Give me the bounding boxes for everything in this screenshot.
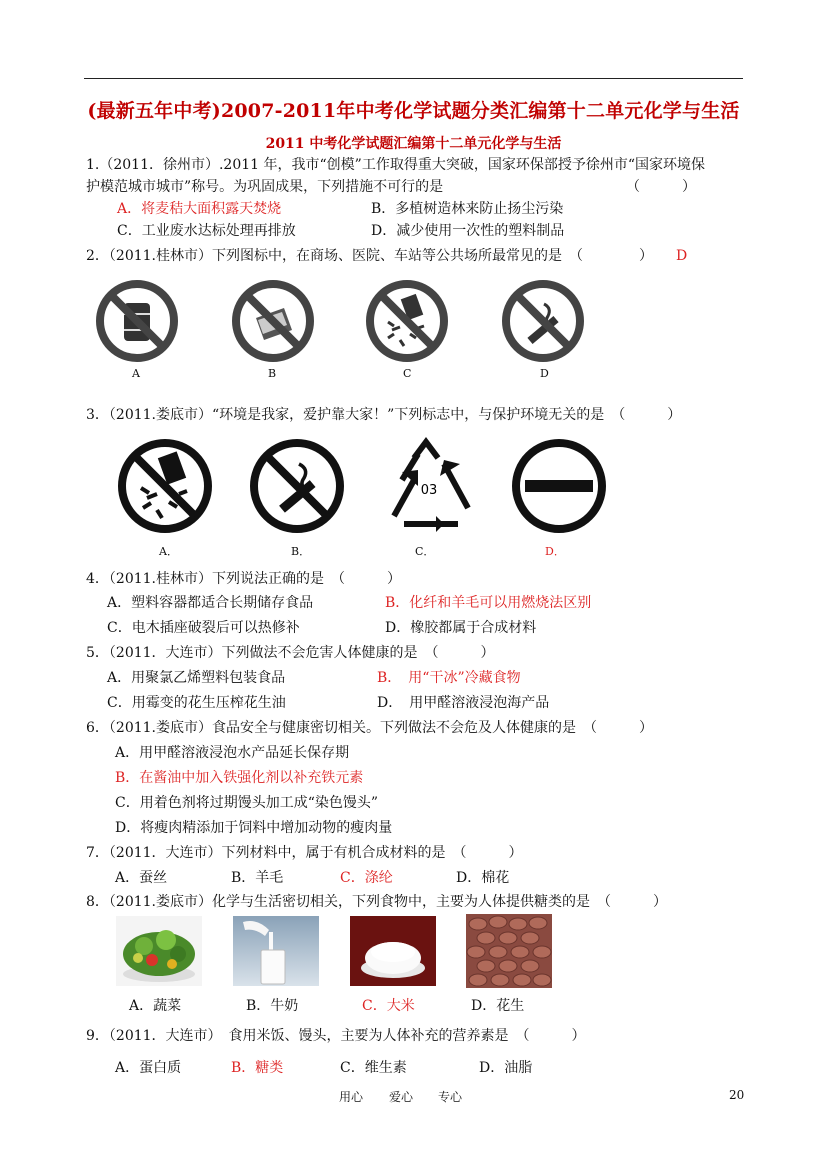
header-rule: [84, 78, 743, 79]
no-smoking-sign-icon: [500, 278, 586, 364]
q5-stem: 5．（2011．大连市）下列做法不会危害人体健康的是 （ ）: [86, 645, 495, 661]
q5-option-a: A．用聚氯乙烯塑料包装食品: [107, 670, 286, 686]
q6-stem: 6．（2011.娄底市）食品安全与健康密切相关。下列做法不会危及人体健康的是 （ ）: [86, 720, 653, 736]
no-oil-barrel-sign-icon: [94, 278, 180, 364]
page-number: 20: [729, 1088, 745, 1102]
no-firecrackers-sign-icon: [364, 278, 450, 364]
q2-label-b: B: [268, 367, 277, 380]
q9-stem: 9．（2011．大连市） 食用米饭、馒头，主要为人体补充的营养素是 （ ）: [86, 1028, 586, 1044]
q7-option-b: B．羊毛: [231, 870, 284, 886]
q5-option-b: B． 用“干冰”冷藏食物: [377, 670, 521, 686]
q8-option-c: C．大米: [362, 998, 415, 1014]
q9-option-b: B．糖类: [231, 1060, 284, 1076]
q7-stem: 7．（2011．大连市）下列材料中，属于有机合成材料的是 （ ）: [86, 845, 523, 861]
q6-option-a: A．用甲醛溶液浸泡水产品延长保存期: [115, 745, 350, 761]
q5-option-d: D． 用甲醛溶液浸泡海产品: [377, 695, 550, 711]
milk-photo: [233, 916, 319, 986]
no-matches-sign-icon: [230, 278, 316, 364]
q2-label-d: D: [540, 367, 549, 380]
q8-option-b: B．牛奶: [246, 998, 299, 1014]
q3-label-a: A．: [159, 545, 178, 558]
no-smoking-sign-icon: [247, 436, 347, 536]
q1-line1: 1.（2011．徐州市）.2011 年，我市“创模”工作取得重大突破，国家环保部授予徐州市“国家环境保: [86, 157, 705, 173]
footer-motto-2: 爱心: [389, 1090, 414, 1104]
q2-label-a: A: [132, 367, 140, 380]
q1-option-d: D．减少使用一次性的塑料制品: [371, 223, 565, 239]
q1-line2: 护模范城市城市”称号。为巩固成果，下列措施不可行的是: [86, 179, 444, 195]
q4-stem: 4．（2011.桂林市）下列说法正确的是 （ ）: [86, 571, 401, 587]
no-firecrackers-sign-icon: [115, 436, 215, 536]
q4-option-c: C．电木插座破裂后可以热修补: [107, 620, 300, 636]
q1-option-b: B．多植树造林来防止扬尘污染: [371, 201, 564, 217]
document-title: (最新五年中考)2007-2011年中考化学试题分类汇编第十二单元化学与生活: [87, 100, 740, 122]
q8-stem: 8．（2011.娄底市）化学与生活密切相关，下列食物中，主要为人体提供糖类的是 （ ）: [86, 894, 667, 910]
q2-answer: D: [676, 248, 688, 264]
no-entry-sign-icon: [509, 436, 609, 536]
q1-answer-paren: （ ）: [626, 179, 696, 195]
q7-option-a: A．蚕丝: [115, 870, 168, 886]
footer-motto-1: 用心: [339, 1090, 364, 1104]
q1-option-c: C．工业废水达标处理再排放: [117, 223, 296, 239]
q9-option-a: A．蛋白质: [115, 1060, 182, 1076]
q3-label-c: C．: [415, 545, 435, 558]
q4-option-a: A．塑料容器都适合长期储存食品: [107, 595, 314, 611]
q6-option-b: B．在酱油中加入铁强化剂以补充铁元素: [115, 770, 364, 786]
recycle-code: 03: [420, 483, 438, 498]
q8-option-d: D．花生: [471, 998, 525, 1014]
q2-label-c: C: [403, 367, 412, 380]
q7-option-c: C．涤纶: [340, 870, 393, 886]
q3-label-b: B．: [291, 545, 311, 558]
q5-option-c: C．用霉变的花生压榨花生油: [107, 695, 286, 711]
q3-stem: 3．（2011.娄底市）“环境是我家，爱护靠大家！”下列标志中，与保护环境无关的是 （ ）: [86, 407, 682, 423]
q3-label-d: D．: [545, 545, 565, 558]
peanuts-photo: [466, 914, 552, 988]
q4-option-b: B．化纤和羊毛可以用燃烧法区别: [385, 595, 592, 611]
footer-motto-3: 专心: [438, 1090, 463, 1104]
q1-option-a: A．将麦秸大面积露天焚烧: [117, 201, 282, 217]
q9-option-d: D．油脂: [479, 1060, 533, 1076]
q6-option-d: D．将瘦肉精添加于饲料中增加动物的瘦肉量: [115, 820, 393, 836]
vegetable-salad-photo: [116, 916, 202, 986]
q7-option-d: D．棉花: [456, 870, 510, 886]
rice-photo: [350, 916, 436, 986]
section-subtitle: 2011 中考化学试题汇编第十二单元化学与生活: [265, 136, 562, 152]
q2-stem: 2．（2011.桂林市）下列图标中，在商场、医院、车站等公共场所最常见的是 （ ）: [86, 248, 653, 264]
q4-option-d: D．橡胶都属于合成材料: [385, 620, 537, 636]
recycle-symbol-icon: [374, 436, 484, 536]
q6-option-c: C．用着色剂将过期馒头加工成“染色馒头”: [115, 795, 379, 811]
q8-option-a: A．蔬菜: [129, 998, 182, 1014]
q9-option-c: C．维生素: [340, 1060, 407, 1076]
